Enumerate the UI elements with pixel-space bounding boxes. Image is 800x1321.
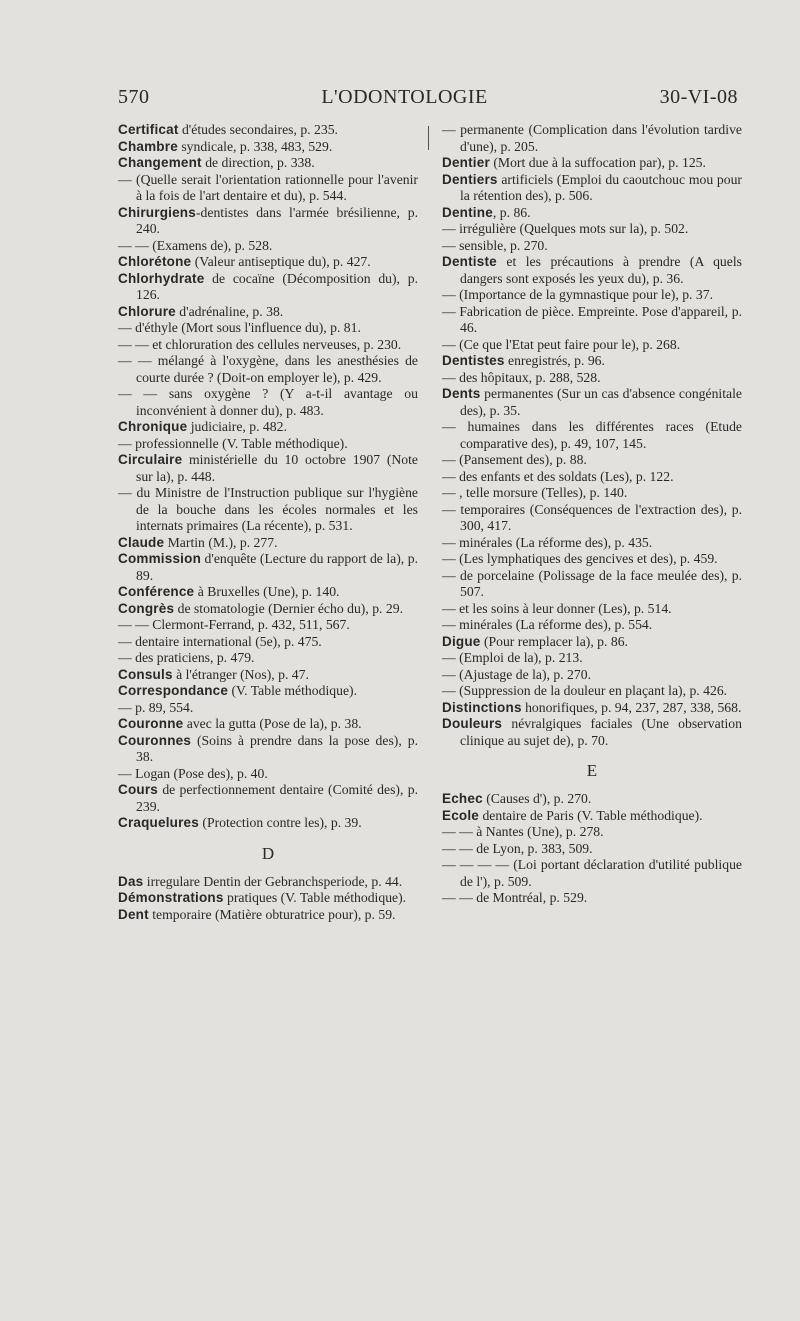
index-term: Chlorhydrate <box>118 270 205 286</box>
page-number: 570 <box>118 86 150 108</box>
index-term: Das <box>118 873 144 889</box>
index-entry <box>442 650 742 667</box>
index-term: Claude <box>118 534 165 550</box>
index-entry <box>442 205 742 222</box>
index-entry <box>442 419 742 452</box>
index-text: honorifiques, p. 94, 237, 287, 338, 568. <box>521 699 742 715</box>
index-text: Martin (M.), p. 277. <box>164 534 278 550</box>
index-text: (Pour remplacer la), p. 86. <box>480 633 628 649</box>
index-term: Dentistes <box>442 353 505 368</box>
entries-c <box>118 122 418 832</box>
index-entry <box>442 667 742 684</box>
index-text: judiciaire, p. 482. <box>187 419 287 434</box>
index-text: — humaines dans les différentes races (Etude comparative des), p. 49, 107, 145. <box>442 419 742 451</box>
index-text: — dentaire international (5e), p. 475. <box>118 633 322 649</box>
index-text: (Soins à prendre dans la pose des), p. 38. <box>136 732 418 764</box>
index-entry <box>118 535 418 552</box>
index-entry <box>442 337 742 354</box>
index-term: Couronne <box>118 716 184 731</box>
index-term: Commission <box>118 551 202 566</box>
right-column <box>442 122 742 907</box>
index-term: Digue <box>442 633 481 649</box>
index-entry <box>118 485 418 535</box>
index-term: Dents <box>442 386 481 401</box>
index-term: Distinctions <box>442 699 522 715</box>
index-text: et les précautions à prendre (A quels dangers sont exposés les yeux du), p. 36. <box>460 254 742 286</box>
index-entry <box>118 733 418 766</box>
index-text: — — Clermont-Ferrand, p. 432, 511, 567. <box>118 617 350 632</box>
index-entry <box>118 337 418 354</box>
index-text: — minérales (La réforme des), p. 435. <box>442 534 653 550</box>
index-entry <box>118 700 418 717</box>
index-text: — de porcelaine (Polissage de la face meulée des), p. 507. <box>442 567 742 599</box>
index-entry <box>442 254 742 287</box>
index-term: Dentiers <box>442 171 498 187</box>
index-text: — — à Nantes (Une), p. 278. <box>442 824 604 839</box>
index-text: — — (Examens de), p. 528. <box>118 237 273 253</box>
index-entry <box>442 551 742 568</box>
index-entry <box>442 304 742 337</box>
index-text: — , telle morsure (Telles), p. 140. <box>442 485 628 500</box>
index-entry <box>118 766 418 783</box>
section-letter-e: E <box>586 761 598 780</box>
index-term: Dentier <box>442 155 490 170</box>
index-text: névralgiques faciales (Une observation clinique au sujet de), p. 70. <box>460 716 742 748</box>
index-term: Certificat <box>118 122 179 137</box>
index-text: de cocaïne (Décomposition du), p. 126. <box>136 270 418 302</box>
index-entry <box>442 386 742 419</box>
index-text: — — et chloruration des cellules nerveuses, p. 230. <box>118 336 402 352</box>
index-text: (Valeur antiseptique du), p. 427. <box>191 254 371 269</box>
index-text: — du Ministre de l'Instruction publique sur l'hygiène de la bouche dans les écoles normales et les internats primaires (La récente), p. 531. <box>118 485 418 533</box>
index-entry <box>118 320 418 337</box>
index-entry <box>118 205 418 238</box>
index-term: Dentine <box>442 204 493 220</box>
index-term: Douleurs <box>442 716 503 731</box>
index-text: pratiques (V. Table méthodique). <box>223 890 407 905</box>
index-term: Consuls <box>118 666 173 682</box>
index-text: à l'étranger (Nos), p. 47. <box>172 666 309 682</box>
index-entry <box>442 683 742 700</box>
index-text: — sensible, p. 270. <box>442 237 548 253</box>
entries-e <box>442 791 742 907</box>
index-entry <box>442 287 742 304</box>
index-text: irregulare Dentin der Gebranchsperiode, p. 44. <box>143 873 403 889</box>
index-text: — Fabrication de pièce. Empreinte. Pose d'appareil, p. 46. <box>442 303 742 335</box>
index-entry <box>118 601 418 618</box>
index-text: — p. 89, 554. <box>118 699 194 715</box>
index-term: Correspondance <box>118 683 229 698</box>
index-entry <box>118 436 418 453</box>
index-text: — (Suppression de la douleur en plaçant la), p. 426. <box>442 683 728 698</box>
index-entry <box>118 584 418 601</box>
column-divider <box>428 126 429 150</box>
index-entry <box>442 485 742 502</box>
index-entry <box>442 617 742 634</box>
index-term: Chirurgiens <box>118 204 196 220</box>
index-text: permanentes (Sur un cas d'absence congénitale des), p. 35. <box>460 386 742 418</box>
index-entry <box>118 907 418 924</box>
index-entry <box>442 238 742 255</box>
index-entry <box>118 667 418 684</box>
index-entry <box>442 716 742 749</box>
index-text: dentaire de Paris (V. Table méthodique). <box>479 807 703 823</box>
index-term: Congrès <box>118 600 175 616</box>
index-entry <box>118 155 418 172</box>
index-entry <box>118 139 418 156</box>
index-text: — des enfants et des soldats (Les), p. 122. <box>442 468 674 484</box>
index-term: Echec <box>442 791 483 806</box>
index-entry <box>442 469 742 486</box>
index-term: Chlorure <box>118 303 176 319</box>
index-text: — temporaires (Conséquences de l'extraction des), p. 300, 417. <box>442 501 742 533</box>
index-entry <box>442 857 742 890</box>
index-text: — (Ce que l'Etat peut faire pour le), p. 268. <box>442 336 681 352</box>
index-entry <box>442 535 742 552</box>
index-entry <box>442 353 742 370</box>
index-text: — permanente (Complication dans l'évolution tardive d'une), p. 205. <box>442 122 742 154</box>
index-term: Chambre <box>118 138 178 154</box>
index-entry <box>118 122 418 139</box>
index-entry <box>442 221 742 238</box>
index-entry <box>118 890 418 907</box>
issue-date: 30-VI-08 <box>659 86 738 108</box>
index-term: Chlorétone <box>118 254 192 269</box>
index-entry <box>442 155 742 172</box>
index-text: — des hôpitaux, p. 288, 528. <box>442 369 601 385</box>
index-text: , p. 86. <box>492 204 531 220</box>
index-term: Dent <box>118 906 149 922</box>
index-text: — — — — (Loi portant déclaration d'utilité publique de l'), p. 509. <box>442 857 742 889</box>
index-term: Cours <box>118 782 159 797</box>
index-entry <box>442 172 742 205</box>
index-text: — irrégulière (Quelques mots sur la), p. 502. <box>442 221 689 236</box>
index-text: — d'éthyle (Mort sous l'influence du), p. 81. <box>118 320 361 335</box>
index-entry <box>442 601 742 618</box>
index-entry <box>118 782 418 815</box>
index-text: — minérales (La réforme des), p. 554. <box>442 617 653 632</box>
index-entry <box>118 617 418 634</box>
index-text: (Mort due à la suffocation par), p. 125. <box>489 155 706 170</box>
index-text: temporaire (Matière obturatrice pour), p. 59. <box>148 906 396 922</box>
index-text: -dentistes dans l'armée brésilienne, p. 240. <box>136 204 418 236</box>
index-term: Chronique <box>118 419 188 434</box>
index-entry <box>442 890 742 907</box>
index-text: — — de Montréal, p. 529. <box>442 890 588 905</box>
index-entry <box>118 386 418 419</box>
index-text: d'études secondaires, p. 235. <box>178 122 338 137</box>
index-entry <box>118 452 418 485</box>
index-text: — — de Lyon, p. 383, 509. <box>442 840 593 856</box>
index-text: — (Pansement des), p. 88. <box>442 452 587 467</box>
index-entry <box>442 634 742 651</box>
index-text: (V. Table méthodique). <box>228 683 357 698</box>
index-text: — (Quelle serait l'orientation rationnelle pour l'avenir à la fois de l'art dentaire et du), p. 544. <box>118 171 418 203</box>
index-entry <box>118 683 418 700</box>
index-entry <box>118 271 418 304</box>
index-text: — (Les lymphatiques des gencives et des), p. 459. <box>442 551 718 566</box>
index-text: (Protection contre les), p. 39. <box>198 815 362 830</box>
left-column <box>118 122 418 923</box>
index-text: d'adrénaline, p. 38. <box>175 303 284 319</box>
index-entry <box>118 172 418 205</box>
entries-d <box>118 874 418 924</box>
index-term: Ecole <box>442 807 480 823</box>
index-term: Craquelures <box>118 815 199 830</box>
index-text: — (Importance de la gymnastique pour le), p. 37. <box>442 287 714 302</box>
index-term: Dentiste <box>442 254 497 269</box>
index-text: avec la gutta (Pose de la), p. 38. <box>183 716 362 731</box>
section-letter-d: D <box>261 843 275 863</box>
index-term: Conférence <box>118 584 195 599</box>
index-text: à Bruxelles (Une), p. 140. <box>194 584 340 599</box>
index-term: Changement <box>118 155 202 170</box>
running-header <box>118 86 738 109</box>
index-text: ministérielle du 10 octobre 1907 (Note sur la), p. 448. <box>136 452 418 484</box>
index-entry <box>118 874 418 891</box>
index-entry <box>442 122 742 155</box>
index-entry <box>118 353 418 386</box>
index-text: de perfectionnement dentaire (Comité des), p. 239. <box>136 782 418 814</box>
index-text: — des praticiens, p. 479. <box>118 650 255 665</box>
entries-d-continued <box>442 122 742 749</box>
index-entry <box>118 634 418 651</box>
index-entry <box>442 700 742 717</box>
index-text: — (Emploi de la), p. 213. <box>442 650 583 665</box>
index-text: (Causes d'), p. 270. <box>482 791 592 806</box>
index-text: — et les soins à leur donner (Les), p. 514. <box>442 600 672 616</box>
index-text: d'enquête (Lecture du rapport de la), p. 89. <box>136 551 418 583</box>
index-text: enregistrés, p. 96. <box>504 353 605 368</box>
index-text: artificiels (Emploi du caoutchouc mou pour la rétention des), p. 506. <box>460 171 742 203</box>
index-entry <box>442 452 742 469</box>
index-entry <box>118 716 418 733</box>
index-entry <box>442 841 742 858</box>
index-entry <box>442 791 742 808</box>
index-entry <box>442 808 742 825</box>
index-term: Circulaire <box>118 452 183 467</box>
index-text: — professionnelle (V. Table méthodique). <box>118 435 348 451</box>
index-text: — — sans oxygène ? (Y a-t-il avantage ou inconvénient à donner du), p. 483. <box>118 386 418 418</box>
index-text: — Logan (Pose des), p. 40. <box>118 765 268 781</box>
index-entry <box>118 551 418 584</box>
index-entry <box>118 304 418 321</box>
journal-title: L'ODONTOLOGIE <box>321 86 488 108</box>
index-text: de stomatologie (Dernier écho du), p. 29. <box>174 600 403 616</box>
index-entry <box>118 815 418 832</box>
index-text: syndicale, p. 338, 483, 529. <box>177 138 333 154</box>
index-entry <box>118 254 418 271</box>
index-entry <box>118 238 418 255</box>
index-text: — (Ajustage de la), p. 270. <box>442 666 592 682</box>
index-text: de direction, p. 338. <box>201 155 315 170</box>
index-entry <box>442 568 742 601</box>
index-entry <box>442 824 742 841</box>
index-term: Couronnes <box>118 732 192 748</box>
index-term: Démonstrations <box>118 890 224 905</box>
index-entry <box>442 370 742 387</box>
index-entry <box>118 650 418 667</box>
index-text: — — mélangé à l'oxygène, dans les anesthésies de courte durée ? (Doit-on employer le), p. 429. <box>118 353 418 385</box>
index-entry <box>118 419 418 436</box>
index-entry <box>442 502 742 535</box>
